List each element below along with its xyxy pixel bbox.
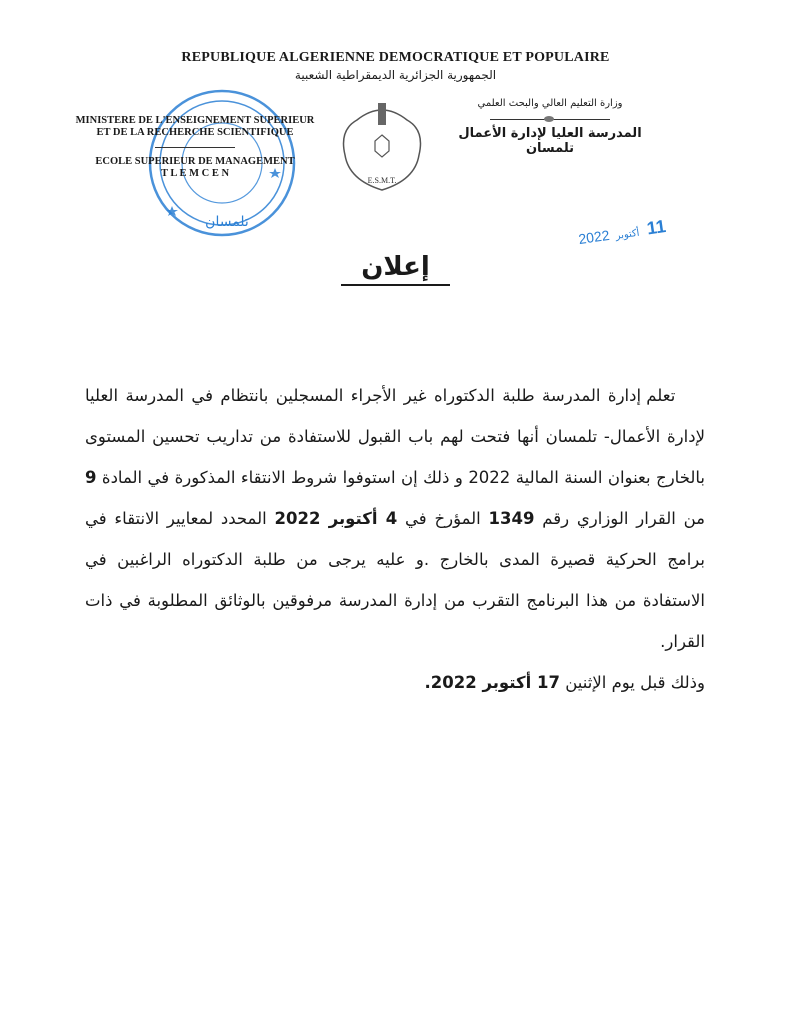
body-paragraph — [85, 375, 705, 662]
announcement-body — [85, 375, 705, 703]
school-ar: المدرسة العليا لإدارة الأعمال — [458, 126, 642, 141]
date-stamp — [577, 216, 667, 249]
republic-title-ar: الجمهورية الجزائرية الديمقراطية الشعبية — [294, 68, 497, 82]
school-fr: ECOLE SUPERIEUR DE MANAGEMENT — [95, 156, 295, 167]
divider — [155, 147, 235, 148]
ministry-fr-line2: ET DE LA RECHERCHE SCIENTIFIQUE — [96, 127, 294, 138]
announcement-title-text: إعلان — [341, 252, 450, 286]
ministry-ar: وزارة التعليم العالي والبحث العلمي — [477, 98, 623, 109]
ministry-block-fr — [60, 115, 330, 180]
body-text-segment: من القرار الوزاري رقم — [534, 509, 706, 528]
logo-text: E.S.M.T. — [367, 176, 397, 185]
deadline-date: 17 أكتوبر 2022. — [424, 673, 560, 692]
school-logo — [337, 95, 427, 195]
city-ar: تلمسان — [525, 141, 575, 156]
divider — [490, 119, 610, 120]
deadline-paragraph — [85, 662, 705, 703]
body-text-segment: تعلم إدارة المدرسة طلبة الدكتوراه غير الأجراء المسجلين بانتظام في المدرسة العليا لإدارة الأعمال- تلمسان أنها فتحت لهم باب القبول للاستفادة من تداريب تحسين المستوى بالخارج بعنوان السنة المالية 2022 و ذلك إن استوفوا شروط الانتقاء المذكورة في المادة — [85, 386, 705, 487]
body-text-segment: المحدد لمعايير الانتقاء في برامج الحركية قصيرة المدى بالخارج .و عليه يرجى من طلبة الدكتوراه الراغبين في الاستفادة من هذا البرنامج التقرب من إدارة المدرسة مرفوقين بالوثائق المطلوبة في ذات القرار. — [85, 509, 705, 651]
ministry-block-ar — [440, 98, 660, 156]
article-number: 9 — [85, 468, 97, 487]
date-month: أكتوبر — [614, 227, 641, 242]
ministry-fr-line1: MINISTERE DE L'ENSEIGNEMENT SUPERIEUR — [75, 115, 315, 126]
body-text-segment: وذلك قبل يوم الإثنين — [559, 673, 705, 692]
city-fr: T L E M C E N — [160, 168, 230, 179]
body-text-segment: المؤرخ في — [397, 509, 489, 528]
date-year: 2022 — [577, 226, 611, 248]
decree-date: 4 أكتوبر 2022 — [274, 509, 398, 528]
decree-number: 1349 — [488, 509, 535, 528]
stamp-city: تلمسان — [205, 214, 249, 230]
date-day: 11 — [645, 215, 668, 239]
announcement-title — [0, 252, 791, 286]
republic-title-fr: REPUBLIQUE ALGERIENNE DEMOCRATIQUE ET POPULAIRE — [181, 50, 610, 65]
